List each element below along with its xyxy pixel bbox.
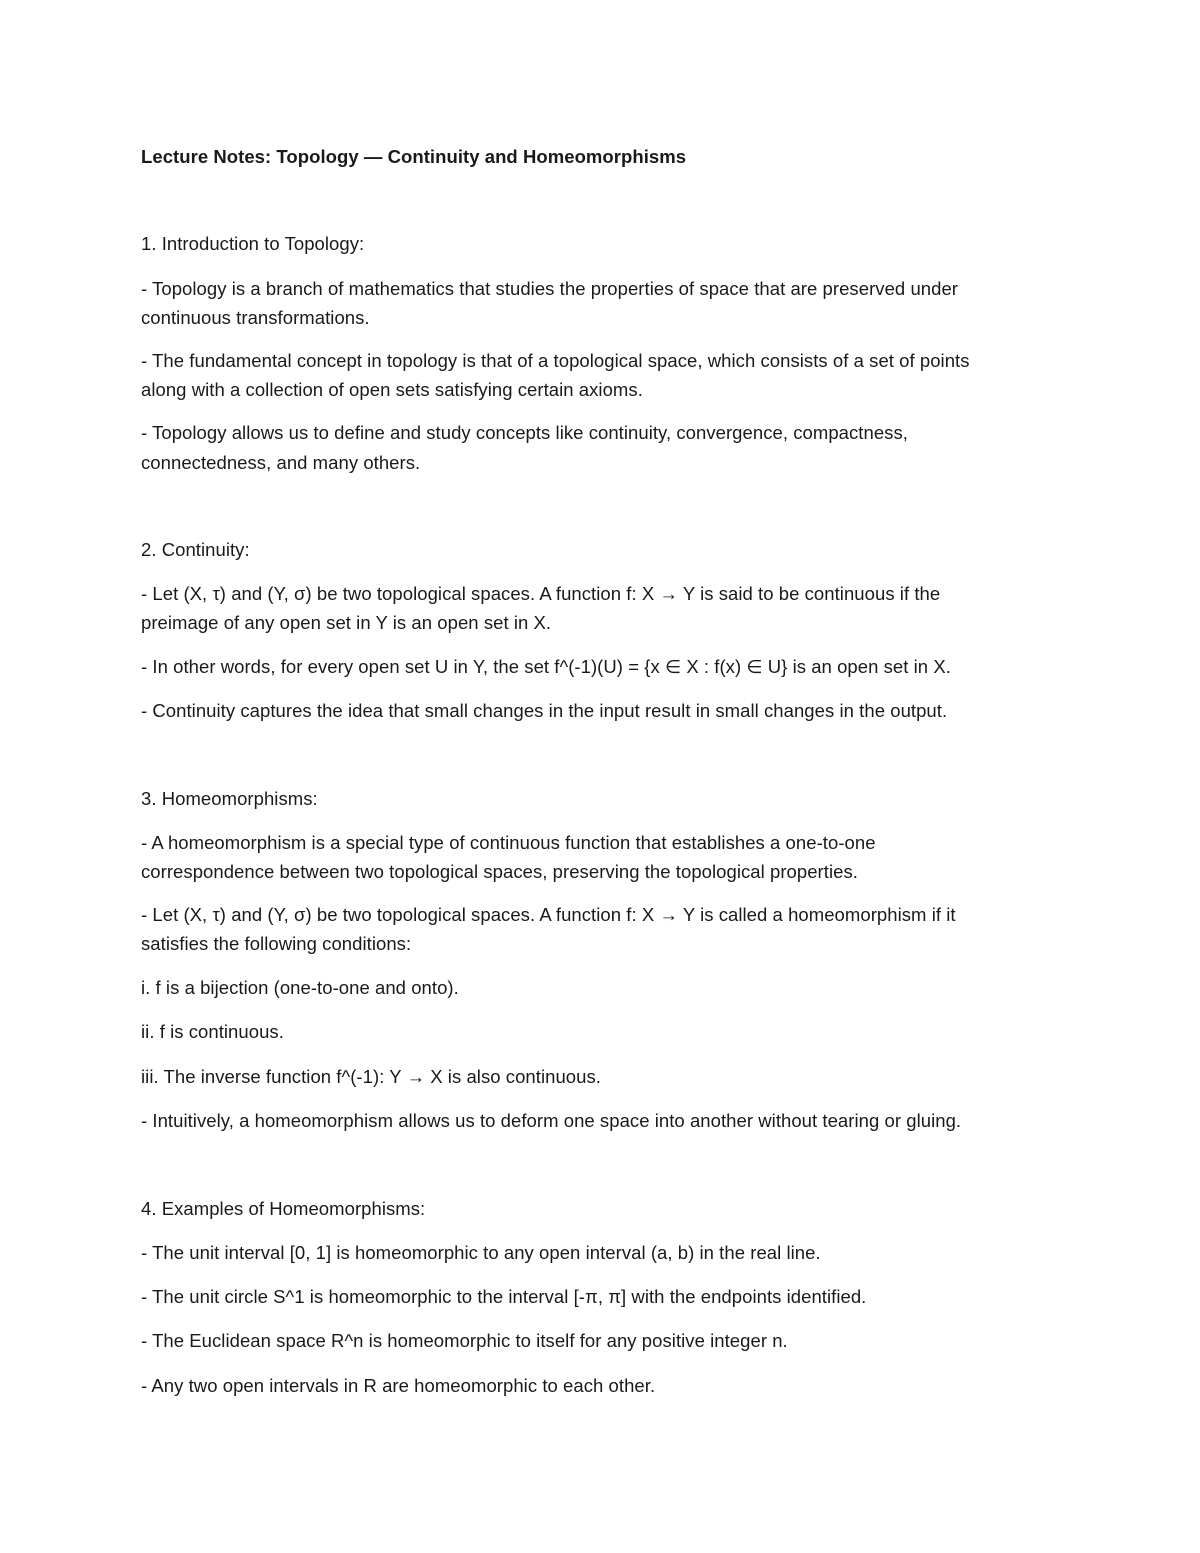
paragraph-line: preimage of any open set in Y is an open set in X. bbox=[141, 612, 552, 633]
paragraph-line: - Intuitively, a homeomorphism allows us to deform one space into another without tearing or gluing. bbox=[141, 1110, 962, 1131]
section-heading: 4. Examples of Homeomorphisms: bbox=[141, 1198, 426, 1219]
paragraph-line: - The fundamental concept in topology is that of a topological space, which consists of a set of points bbox=[141, 350, 970, 371]
paragraph-line: - Topology is a branch of mathematics that studies the properties of space that are preserved under bbox=[141, 278, 959, 299]
paragraph-line: satisfies the following conditions: bbox=[141, 933, 412, 954]
paragraph-line: - Topology allows us to define and study concepts like continuity, convergence, compactness, bbox=[141, 422, 908, 443]
paragraph-line: - Continuity captures the idea that small changes in the input result in small changes in the output. bbox=[141, 700, 948, 721]
document-title: Lecture Notes: Topology — Continuity and Homeomorphisms bbox=[141, 146, 687, 167]
paragraph-line: - The unit interval [0, 1] is homeomorphic to any open interval (a, b) in the real line. bbox=[141, 1242, 821, 1263]
paragraph-line: - A homeomorphism is a special type of continuous function that establishes a one-to-one bbox=[141, 832, 876, 853]
paragraph-line: - In other words, for every open set U in Y, the set f^(-1)(U) = {x ∈ X : f(x) ∈ U} is an open set in X. bbox=[141, 656, 951, 677]
paragraph-line: continuous transformations. bbox=[141, 307, 370, 328]
list-item: i. f is a bijection (one-to-one and onto). bbox=[141, 977, 459, 998]
section-heading: 1. Introduction to Topology: bbox=[141, 233, 365, 254]
section-heading: 3. Homeomorphisms: bbox=[141, 788, 318, 809]
paragraph-line: along with a collection of open sets satisfying certain axioms. bbox=[141, 379, 643, 400]
paragraph-line: - Any two open intervals in R are homeomorphic to each other. bbox=[141, 1375, 656, 1396]
paragraph-line: - The Euclidean space R^n is homeomorphic to itself for any positive integer n. bbox=[141, 1330, 788, 1351]
list-item: iii. The inverse function f^(-1): Y → X is also continuous. bbox=[141, 1066, 601, 1087]
paragraph-line: - Let (X, τ) and (Y, σ) be two topological spaces. A function f: X → Y is called a homeomorphism if it bbox=[141, 904, 956, 925]
list-item: ii. f is continuous. bbox=[141, 1021, 284, 1042]
paragraph-line: - The unit circle S^1 is homeomorphic to the interval [-π, π] with the endpoints identified. bbox=[141, 1286, 867, 1307]
section-heading: 2. Continuity: bbox=[141, 539, 250, 560]
paragraph-line: correspondence between two topological spaces, preserving the topological properties. bbox=[141, 861, 858, 882]
paragraph-line: connectedness, and many others. bbox=[141, 452, 421, 473]
paragraph-line: - Let (X, τ) and (Y, σ) be two topological spaces. A function f: X → Y is said to be continuous if the bbox=[141, 583, 941, 604]
